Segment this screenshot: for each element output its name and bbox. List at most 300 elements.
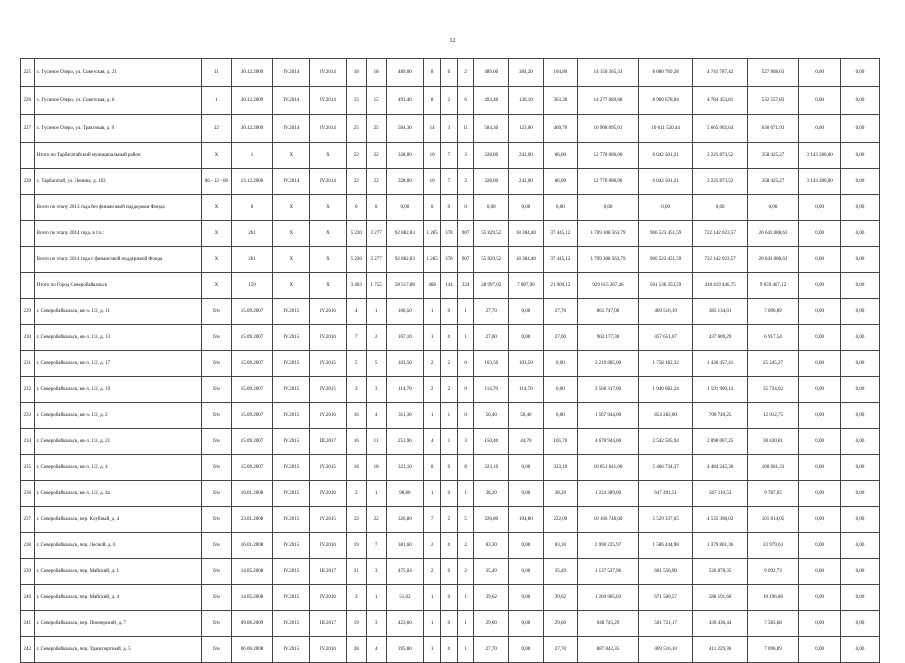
value-cell: 6 [440,59,457,87]
value-cell: 8 [424,87,441,115]
value-cell: 150,40 [474,429,509,455]
value-cell: 2 [457,59,474,87]
value-cell: 16 908 095,01 [578,115,639,143]
value-cell: 114,70 [509,377,544,403]
value-cell: 15.09.2007 [231,351,273,377]
value-cell: 18 [346,455,366,481]
value-cell: 10 196,86 [747,585,798,611]
value-cell: 0,00 [799,455,841,481]
value-cell: 0,00 [509,325,544,351]
value-cell: 1 [424,585,441,611]
value-cell: 25 [366,115,386,143]
value-cell: 22 [366,169,386,195]
value-cell: 457 651,07 [638,325,692,351]
value-cell: IV.2014 [310,87,347,115]
value-cell: 311,30 [386,403,424,429]
value-cell: X [202,247,231,273]
value-cell: б/н [202,403,231,429]
value-cell: 107,10 [386,325,424,351]
address-cell: г. Северобайкальск, кв-л. 1/2, д. 4 [34,455,202,481]
value-cell: 358 425,27 [747,169,798,195]
value-cell: 98,80 [386,481,424,507]
value-cell: 6 917,54 [747,325,798,351]
value-cell: 1 [457,637,474,663]
value-cell: 6 [457,87,474,115]
value-cell: 35,49 [543,559,578,585]
value-cell: 242,00 [509,169,544,195]
value-cell: 0,00 [841,87,880,115]
value-cell: 0 [457,403,474,429]
value-cell: 437 609,29 [693,325,747,351]
value-cell: 0,00 [509,533,544,559]
value-cell: 0,00 [638,195,692,221]
value-cell: 30.12.2009 [231,59,273,87]
value-cell: 0,00 [799,195,841,221]
value-cell: 35 734,62 [747,377,798,403]
value-cell: 1 940 682,24 [638,377,692,403]
value-cell: 103,50 [474,351,509,377]
value-cell: 1 586 444,98 [638,533,692,559]
value-cell: 0,00 [799,403,841,429]
value-cell: 5 220 [346,247,366,273]
value-cell: 700 749,25 [693,403,747,429]
value-cell: 44,70 [509,429,544,455]
value-cell: б/н [202,611,231,637]
value-cell: 22 [366,143,386,169]
value-cell: 6 042 501,21 [638,143,692,169]
value-cell: 123,60 [509,115,544,143]
table-row [21,455,880,481]
value-cell: IV.2016 [310,637,347,663]
value-cell: X [310,143,347,169]
value-cell: 0,00 [841,247,880,273]
value-cell: 5 [366,351,386,377]
value-cell: IV.2015 [273,325,310,351]
value-cell: 4 678 944,00 [578,429,639,455]
value-cell: 19 [346,533,366,559]
value-cell: 12 770 080,00 [578,143,639,169]
value-cell: IV.2015 [273,507,310,533]
value-cell: 2 [457,559,474,585]
value-cell: IV.2014 [310,115,347,143]
value-cell: 0,00 [841,195,880,221]
value-cell: б/н [202,481,231,507]
value-cell: 567 110,53 [693,481,747,507]
value-cell: 861 747,00 [578,299,639,325]
value-cell: 7 096,89 [747,299,798,325]
value-cell: 37 445,12 [543,221,578,247]
value-cell: 2 [424,351,441,377]
value-cell: 0 [440,299,457,325]
value-cell: 20 643 088,63 [747,247,798,273]
value-cell: 0,00 [509,195,544,221]
value-cell: 0 [440,325,457,351]
value-cell: X [273,195,310,221]
table-row [21,611,880,637]
value-cell: 907 [457,221,474,247]
value-cell: 105,70 [543,429,578,455]
row-number-cell [21,247,35,273]
value-cell: 14.05.2008 [231,559,273,585]
value-cell: III.2017 [310,559,347,585]
value-cell: IV.2015 [273,637,310,663]
value-cell: 3 [346,585,366,611]
value-cell: 16.01.2008 [231,533,273,559]
value-cell: 83,30 [474,533,509,559]
value-cell: 671 500,57 [638,585,692,611]
value-cell: 28 997,02 [474,273,509,299]
value-cell: 584,30 [386,115,424,143]
value-cell: 7 096,89 [747,637,798,663]
value-cell: 418 419 446,75 [693,273,747,299]
value-cell: 104,80 [509,507,544,533]
value-cell: IV.2014 [273,169,310,195]
value-cell: 468 [424,273,441,299]
value-cell: 242,00 [509,143,544,169]
value-cell: X [273,273,310,299]
value-cell: 15.09.2007 [231,299,273,325]
value-cell: 4 [346,299,366,325]
value-cell: 1 755 [366,273,386,299]
row-number-cell: 240 [21,585,35,611]
value-cell: 30.12.2009 [231,115,273,143]
row-number-cell: 242 [21,637,35,663]
value-cell: 130,10 [509,87,544,115]
row-number-cell: 226 [21,87,35,115]
value-cell: X [273,221,310,247]
table-row [21,377,880,403]
row-number-cell: 237 [21,507,35,533]
value-cell: 7 [440,143,457,169]
value-cell: 22 [346,507,366,533]
value-cell: 3 [346,377,366,403]
value-cell: 460,70 [543,115,578,143]
value-cell: 323,10 [386,455,424,481]
value-cell: 3 [366,559,386,585]
table-row [21,247,880,273]
value-cell: 0,00 [578,195,639,221]
value-cell: 144 [440,273,457,299]
value-cell: III.2017 [310,611,347,637]
address-cell: г. Северобайкальск, кв-л. 1/2, д. 17 [34,351,202,377]
value-cell: 854 282,00 [638,403,692,429]
table-row [21,559,880,585]
address-cell: с. Гусиное Озеро, ул. Трактовая, д. 9 [34,115,202,143]
value-cell: 50,40 [509,403,544,429]
value-cell: 324 [457,273,474,299]
value-cell: 2 [346,481,366,507]
row-number-cell: 229 [21,299,35,325]
value-cell: б/н [202,325,231,351]
value-cell: 4 784 453,81 [693,87,747,115]
value-cell: 0,00 [841,59,880,87]
value-cell: 0,00 [799,533,841,559]
value-cell: 5 529 337,05 [638,507,692,533]
value-cell: 1 269 905,03 [578,585,639,611]
value-cell: 929 615 267,46 [578,273,639,299]
value-cell: 323,10 [543,455,578,481]
value-cell: 50,40 [474,403,509,429]
value-cell: 469 516,10 [638,637,692,663]
value-cell: 30.12.2009 [231,87,273,115]
value-cell: 3 219 885,00 [578,351,639,377]
value-cell: 15.09.2007 [231,429,273,455]
address-cell: Итого по Город Северобайкальск [34,273,202,299]
address-cell: г. Северобайкальск, пер. Транспортный, д. 5 [34,637,202,663]
value-cell: 588 191,60 [693,585,747,611]
value-cell: 328,00 [474,143,509,169]
value-cell: 1 [366,481,386,507]
value-cell: 5 220 [346,221,366,247]
table-row [21,299,880,325]
value-cell: 23 979,63 [747,533,798,559]
value-cell: 1 [424,325,441,351]
value-cell: 0,00 [841,325,880,351]
value-cell: 6 042 501,21 [638,169,692,195]
value-cell: 378 [440,221,457,247]
value-cell: 887 842,35 [578,637,639,663]
value-cell: 326,80 [386,507,424,533]
value-cell: 3 [440,115,457,143]
value-cell: б/н [202,585,231,611]
value-cell: IV.2015 [310,455,347,481]
value-cell: 5 [346,351,366,377]
value-cell: 0,00 [841,507,880,533]
value-cell: 27,70 [543,299,578,325]
address-cell: с. Гусиное Озеро, ул. Советская, д. 21 [34,59,202,87]
value-cell: 35,49 [474,559,509,585]
page-number: 12 [449,38,456,44]
value-cell: X [310,221,347,247]
value-cell: IV.2015 [310,377,347,403]
row-number-cell [21,273,35,299]
table-row [21,351,880,377]
value-cell: 4 [424,429,441,455]
value-cell: 2 [457,533,474,559]
value-cell: 114,70 [386,377,424,403]
value-cell: 22 [346,169,366,195]
value-cell: 1 285 [424,247,441,273]
value-cell: X [273,143,310,169]
value-cell: 86,00 [543,143,578,169]
value-cell: 2 098 007,25 [693,429,747,455]
value-cell: б/н [202,299,231,325]
value-cell: 38 430,81 [747,429,798,455]
value-cell: 7 087,90 [509,273,544,299]
value-cell: 12 912,75 [747,403,798,429]
table-row [21,59,880,87]
value-cell: 0,00 [841,455,880,481]
value-cell: 948 745,29 [578,611,639,637]
value-cell: 3 277 [366,221,386,247]
value-cell: 0,00 [841,169,880,195]
value-cell: 8 880 769,28 [638,59,692,87]
value-cell: 14 277 689,68 [578,87,639,115]
value-cell: 4 [366,403,386,429]
value-cell: 0,00 [509,455,544,481]
value-cell: X [310,195,347,221]
value-cell: IV.2015 [273,351,310,377]
value-cell: 381,60 [386,533,424,559]
value-cell: 83,30 [543,533,578,559]
value-cell: 0 [440,637,457,663]
value-cell: 532 557,83 [747,87,798,115]
value-cell: 3 403 [346,273,366,299]
value-cell: 1 591 900,14 [693,377,747,403]
value-cell: 363,30 [543,87,578,115]
value-cell: 0,00 [841,481,880,507]
value-cell: 18 [346,59,366,87]
value-cell: 3 568 317,00 [578,377,639,403]
address-cell: г. Северобайкальск, пер. Лесной, д. 6 [34,533,202,559]
table-row [21,143,880,169]
row-number-cell: 236 [21,481,35,507]
value-cell: 18 384,40 [509,221,544,247]
value-cell: 1 [457,611,474,637]
value-cell: 0,00 [693,195,747,221]
value-cell: 1 567 944,00 [578,403,639,429]
value-cell: IV.2014 [273,59,310,87]
value-cell: 39,62 [474,585,509,611]
value-cell: 0,00 [841,377,880,403]
value-cell: 0 [440,585,457,611]
value-cell: 114,70 [474,377,509,403]
value-cell: 16 [346,403,366,429]
table-row [21,585,880,611]
value-cell: 0,00 [841,403,880,429]
value-cell: 1 [440,403,457,429]
value-cell: 22 [366,507,386,533]
value-cell: 06 - 12 - 06 [202,169,231,195]
row-number-cell: 228 [21,169,35,195]
value-cell: 7 [440,169,457,195]
value-cell: 328,00 [474,169,509,195]
value-cell: 9 092,73 [747,559,798,585]
value-cell: 1 [202,87,231,115]
value-cell: 0 [440,195,457,221]
value-cell: 4 [366,637,386,663]
value-cell: 0,00 [841,221,880,247]
value-cell: 966 523 451,59 [638,247,692,273]
value-cell: б/н [202,429,231,455]
address-cell: г. Северобайкальск, кв-л. 1/2, д. 2 [34,403,202,429]
value-cell: 1 [424,637,441,663]
value-cell: 902 177,30 [578,325,639,351]
value-cell: 0 [440,533,457,559]
value-cell: 11 [366,429,386,455]
table-row [21,403,880,429]
value-cell: 0 [440,481,457,507]
table-row [21,325,880,351]
value-cell: 411 229,36 [693,637,747,663]
table-row [21,481,880,507]
value-cell: 0,00 [841,351,880,377]
value-cell: 18 384,40 [509,247,544,273]
row-number-cell: 227 [21,115,35,143]
value-cell: 378 [440,247,457,273]
value-cell: 159 [231,273,273,299]
value-cell: 10 166 748,00 [578,507,639,533]
value-cell: 0,00 [841,273,880,299]
value-cell: X [202,273,231,299]
value-cell: б/н [202,455,231,481]
value-cell: 0,00 [543,377,578,403]
value-cell: 5 466 734,37 [638,455,692,481]
value-cell: 323,10 [474,455,509,481]
value-cell: 0,00 [841,143,880,169]
row-number-cell: 241 [21,611,35,637]
value-cell: 1 [366,585,386,611]
value-cell: 55 829,52 [474,247,509,273]
address-cell: г. Северобайкальск, кв-л. 1/2, д. 11 [34,299,202,325]
value-cell: 2 [424,559,441,585]
value-cell: III.2017 [310,429,347,455]
value-cell: 0,00 [841,611,880,637]
value-cell: 27,70 [543,637,578,663]
value-cell: 1 [440,429,457,455]
table-row [21,429,880,455]
value-cell: 527 808,63 [747,59,798,87]
value-cell: 92 882,83 [386,247,424,273]
value-cell: 0,00 [841,115,880,143]
row-number-cell [21,195,35,221]
value-cell: 0,00 [799,325,841,351]
table-row [21,221,880,247]
address-cell: г. Северобайкальск, пер. Майский, д. 4 [34,585,202,611]
value-cell: 722 142 023,57 [693,221,747,247]
value-cell: 1 [424,299,441,325]
value-cell: IV.2016 [310,299,347,325]
value-cell: 12 770 080,00 [578,169,639,195]
value-cell: 15.09.2007 [231,455,273,481]
value-cell: 0,00 [799,507,841,533]
value-cell: 58 517,88 [386,273,424,299]
value-cell: б/н [202,559,231,585]
table-row [21,273,880,299]
row-number-cell: 235 [21,455,35,481]
value-cell: 1 [424,611,441,637]
value-cell: 5 [457,507,474,533]
value-cell: IV.2014 [273,115,310,143]
value-cell: 8 960 678,04 [638,87,692,115]
value-cell: 3 [457,429,474,455]
value-cell: 29,60 [543,611,578,637]
value-cell: 0,00 [841,559,880,585]
value-cell: 09.06.2009 [231,611,273,637]
value-cell: IV.2015 [273,299,310,325]
value-cell: IV.2015 [310,507,347,533]
value-cell: 1 709 308 563,79 [578,247,639,273]
value-cell: 328,00 [386,169,424,195]
value-cell: 0,00 [841,533,880,559]
value-cell: 3 [366,611,386,637]
value-cell: 493,40 [386,87,424,115]
value-cell: IV.2015 [273,403,310,429]
value-cell: IV.2014 [273,87,310,115]
value-cell: 966 523 451,59 [638,221,692,247]
address-cell: с. Гусиное Озеро, ул. Советская, д. 8 [34,87,202,115]
value-cell: 395,80 [386,637,424,663]
value-cell: 526 878,35 [693,559,747,585]
value-cell: 1 [457,481,474,507]
address-cell: Всего по этапу 2013 года без финансовой поддержки Фонда [34,195,202,221]
value-cell: 328,00 [386,143,424,169]
value-cell: IV.2015 [310,351,347,377]
value-cell: 0,00 [799,429,841,455]
value-cell: 55 829,52 [474,221,509,247]
value-cell: 489,00 [386,59,424,87]
address-cell: г. Северобайкальск, кв-л. 1/2, д. 13 [34,325,202,351]
